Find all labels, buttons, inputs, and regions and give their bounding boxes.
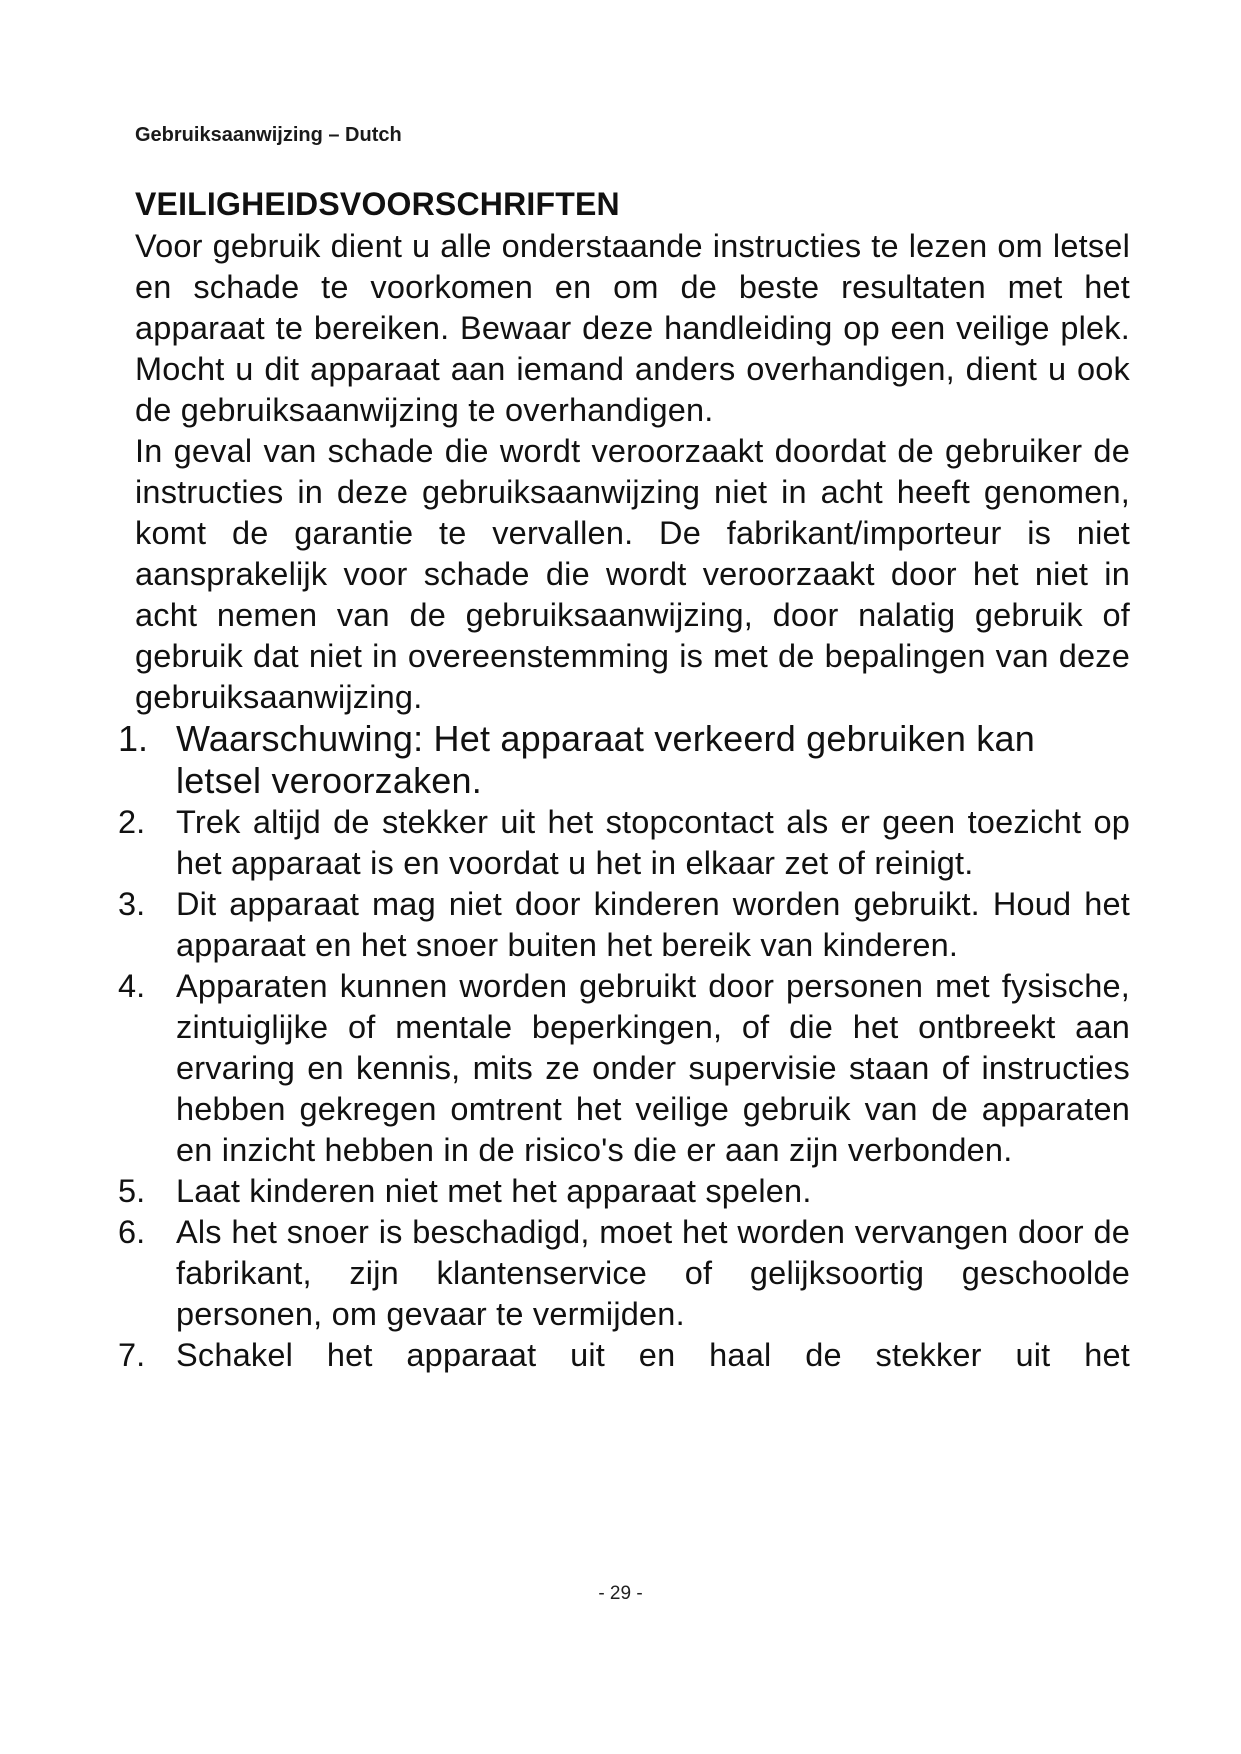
list-item-number: 2. [118, 804, 146, 840]
list-item-number: 5. [118, 1173, 146, 1209]
section-title: VEILIGHEIDSVOORSCHRIFTEN [135, 186, 620, 222]
safety-list [118, 718, 1130, 1376]
list-item [118, 718, 1130, 802]
list-item [118, 802, 1130, 884]
running-header: Gebruiksaanwijzing – Dutch [135, 124, 402, 146]
liability-paragraph: In geval van schade die wordt veroorzaakt doordat de gebruiker de instructies in deze gebruiksaanwijzing niet in acht heeft genomen, komt de garantie te vervallen. De fabrikant/importeur is niet aansprakelijk voor schade die wordt veroorzaakt door het niet in acht nemen van de gebruiksaanwijzing, door nalatig gebruik of gebruik dat niet in overeenstemming is met de bepalingen van deze gebruiksaanwijzing. [135, 433, 1130, 715]
list-item [118, 1212, 1130, 1335]
page-number: - 29 - [598, 1583, 643, 1604]
list-item [118, 1335, 1130, 1376]
list-item [118, 1171, 1130, 1212]
list-item-text: Trek altijd de stekker uit het stopcontact als er geen toezicht op het apparaat is en voordat u het in elkaar zet of reinigt. [176, 804, 1130, 881]
list-item-text: Als het snoer is beschadigd, moet het worden vervangen door de fabrikant, zijn klantenservice of gelijksoortig geschoolde personen, om gevaar te vermijden. [176, 1214, 1130, 1332]
list-item-text: Laat kinderen niet met het apparaat spelen. [176, 1173, 812, 1209]
list-item-text: Apparaten kunnen worden gebruikt door personen met fysische, zintuiglijke of mentale beperkingen, of die het ontbreekt aan ervaring en kennis, mits ze onder supervisie staan of instructies hebben gekregen omtrent het veilige gebruik van de apparaten en inzicht hebben in de risico's die er aan zijn verbonden. [176, 968, 1130, 1168]
list-item-number: 6. [118, 1214, 146, 1250]
list-item-text: Waarschuwing: Het apparaat verkeerd gebruiken kan letsel veroorzaken. [176, 718, 1035, 801]
list-item-number: 1. [118, 718, 149, 759]
list-item-number: 4. [118, 968, 146, 1004]
list-item-text: Schakel het apparaat uit en haal de stekker uit het [176, 1337, 1130, 1373]
list-item [118, 966, 1130, 1171]
list-item-number: 3. [118, 886, 146, 922]
list-item-number: 7. [118, 1337, 146, 1373]
list-item [118, 884, 1130, 966]
intro-paragraph: Voor gebruik dient u alle onderstaande instructies te lezen om letsel en schade te voorkomen en om de beste resultaten met het apparaat te bereiken. Bewaar deze handleiding op een veilige plek. Mocht u dit apparaat aan iemand anders overhandigen, dient u ook de gebruiksaanwijzing te overhandigen. [135, 228, 1130, 428]
list-item-text: Dit apparaat mag niet door kinderen worden gebruikt. Houd het apparaat en het snoer buiten het bereik van kinderen. [176, 886, 1130, 963]
safety-section [118, 184, 1130, 1376]
